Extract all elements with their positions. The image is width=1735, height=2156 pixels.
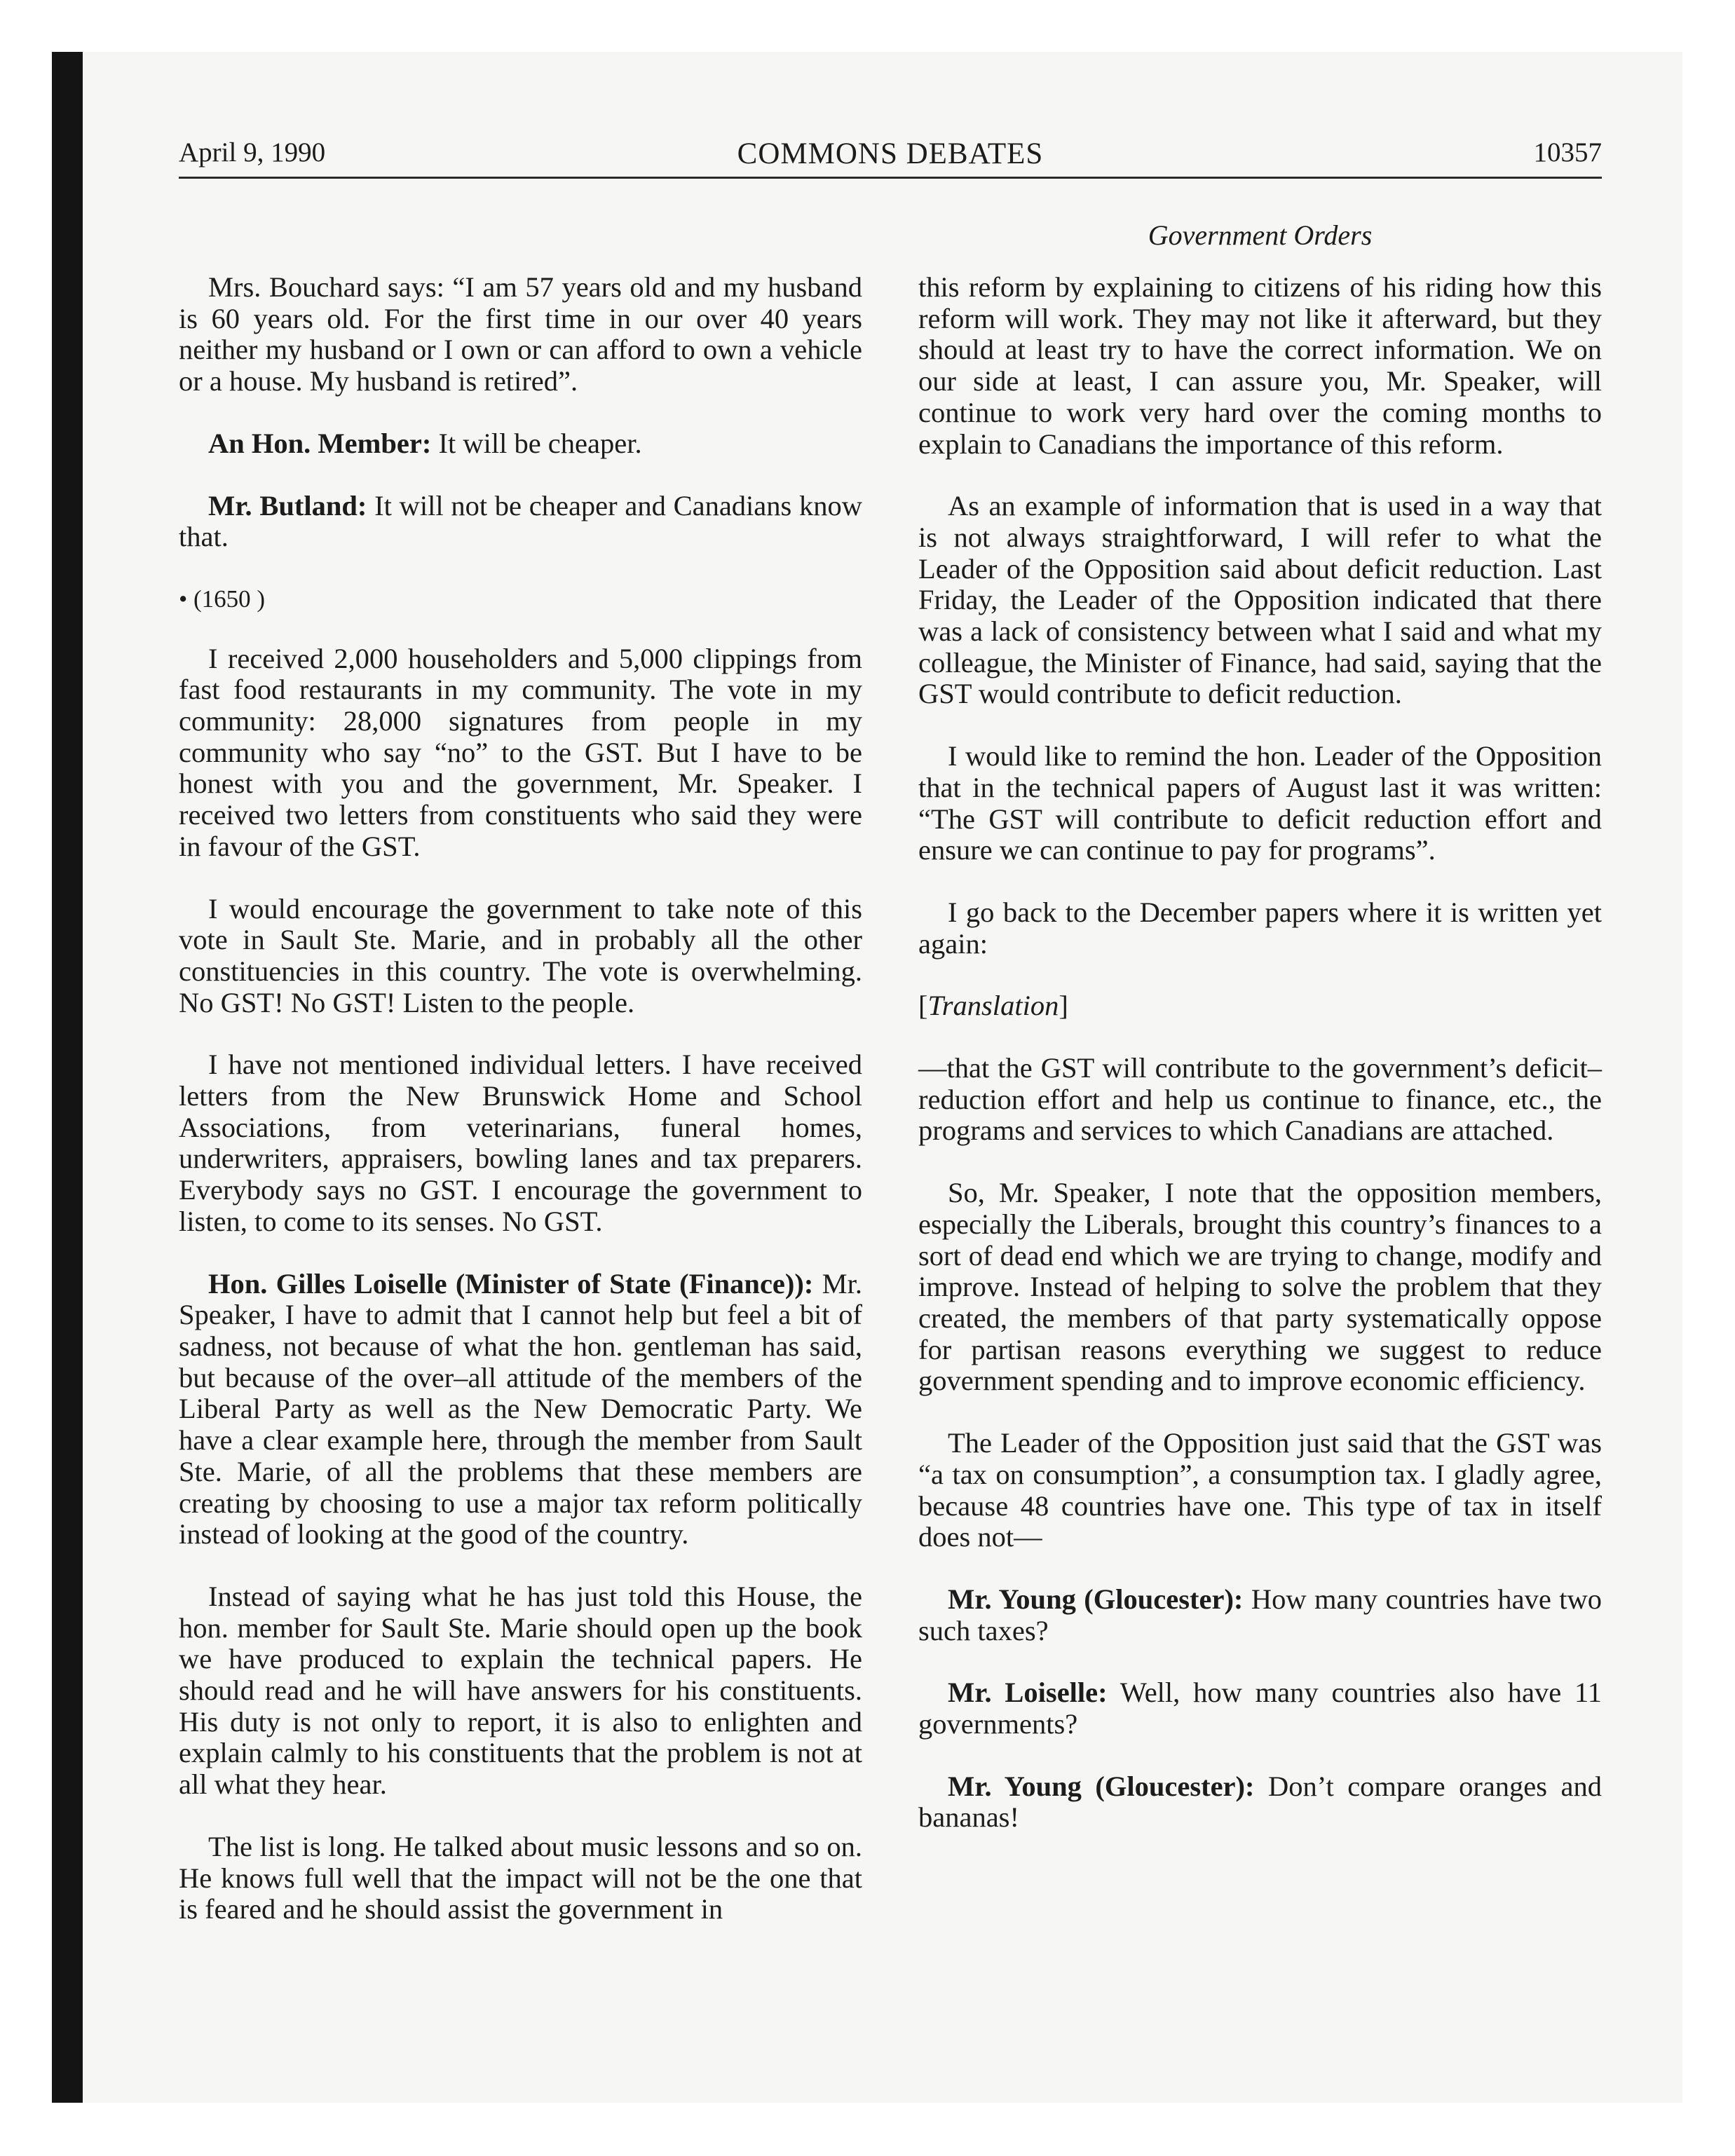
header-page-number: 10357 bbox=[1533, 137, 1602, 168]
paragraph: I would encourage the government to take note of this vote in Sault Ste. Marie, and in probably all the other constituencies in this country. The vote is overwhelming. No GST! No GST! Listen to the people. bbox=[179, 892, 862, 1018]
paragraph: I go back to the December papers where it is written yet again: bbox=[918, 896, 1602, 960]
paragraph bbox=[918, 1771, 1602, 1834]
speaker-name: An Hon. Member: bbox=[208, 427, 432, 459]
left-column bbox=[179, 272, 862, 1956]
page-header bbox=[179, 137, 1602, 179]
paragraph: I would like to remind the hon. Leader of the Opposition that in the technical papers of August last it was written: “The GST will contribute to deficit reduction effort and ensure we can continue to pay for programs”. bbox=[918, 740, 1602, 866]
paragraph bbox=[179, 1269, 862, 1550]
paragraph: So, Mr. Speaker, I note that the opposition members, especially the Liberals, brought this country’s finances to a sort of dead end which we are trying to change, modify and improve. Instead of helping to solve the problem that they created, the members of that party systematically oppose for partisan reasons everything we suggest to reduce government spending and to improve economic efficiency. bbox=[918, 1177, 1602, 1397]
speech-text: Mr. Speaker, I have to admit that I cannot help but feel a bit of sadness, not because of what the hon. gentleman has said, but because of the over–all attitude of the members of the Liberal Party as well as the New Democratic Party. We have a clear example here, through the member from Sault Ste. Marie, of all the problems that these members are creating by choosing to use a major tax reform politically instead of looking at the good of the country. bbox=[179, 1267, 862, 1550]
speech-text: Well, how many countries also have 11 governments? bbox=[918, 1677, 1602, 1740]
paragraph: I received 2,000 householders and 5,000 clippings from fast food restaurants in my community. The vote in my community: 28,000 signatures from people in my community who say “no” to the GST. But I have to be honest with you and the government, Mr. Speaker. I received two letters from constituents who said they were in favour of the GST. bbox=[179, 642, 862, 862]
paragraph: Mrs. Bouchard says: “I am 57 years old and my husband is 60 years old. For the first time in our over 40 years neither my husband or I own or can afford to own a vehicle or a house. My husband is retired”. bbox=[179, 271, 862, 397]
header-title: COMMONS DEBATES bbox=[737, 137, 1044, 170]
paragraph bbox=[179, 428, 862, 460]
speech-text: Don’t compare oranges and bananas! bbox=[918, 1770, 1602, 1834]
speaker-name: Mr. Young (Gloucester): bbox=[948, 1770, 1255, 1802]
paragraph: As an example of information that is used in a way that is not always straightforward, I will refer to what the Leader of the Opposition said about deficit reduction. Last Friday, the Leader of the Opposition indicated that there was a lack of consistency between what I said and what my colleague, the Minister of Finance, had said, saying that the GST would contribute to deficit reduction. bbox=[918, 490, 1602, 710]
speaker-name: Mr. Young (Gloucester): bbox=[948, 1583, 1244, 1615]
scan-margin-right bbox=[1682, 0, 1735, 2156]
speaker-name: Mr. Butland: bbox=[208, 489, 367, 521]
paragraph: —that the GST will contribute to the government’s deficit–reduction effort and help us continue to finance, etc., the programs and services to which Canadians are attached. bbox=[918, 1052, 1602, 1147]
scan-margin-top bbox=[52, 0, 1735, 52]
scan-margin-left bbox=[0, 0, 52, 2156]
translation-label: [Translation] bbox=[918, 990, 1068, 1022]
speech-text: It will be cheaper. bbox=[431, 427, 642, 459]
paragraph: this reform by explaining to citizens of his riding how this reform will work. They may not like it afterward, but they should at least try to have the correct information. We on our side at least, I can assure you, Mr. Speaker, will continue to work very hard over the coming months to explain to Canadians the importance of this reform. bbox=[918, 271, 1602, 460]
paragraph bbox=[918, 1584, 1602, 1646]
speaker-name: Mr. Loiselle: bbox=[948, 1677, 1108, 1709]
section-label: Government Orders bbox=[1148, 219, 1373, 251]
paragraph: I have not mentioned individual letters. I have received letters from the New Brunswick Home and School Associations, from veterinarians, funeral homes, underwriters, appraisers, bowling lanes and tax preparers. Everybody says no GST. I encourage the government to listen, to come to its senses. No GST. bbox=[179, 1049, 862, 1237]
paragraph: Instead of saying what he has just told this House, the hon. member for Sault Ste. Marie should open up the book we have produced to explain the technical papers. He should read and he will have answers for his constituents. His duty is not only to report, it is also to enlighten and explain calmly to his constituents that the problem is not at all what they hear. bbox=[179, 1580, 862, 1801]
speech-text: How many countries have two such taxes? bbox=[918, 1583, 1602, 1646]
right-column bbox=[918, 272, 1602, 1864]
scan-margin-bottom bbox=[52, 2103, 1735, 2156]
header-rule bbox=[179, 177, 1602, 179]
paragraph: The list is long. He talked about music lessons and so on. He knows full well that the impact will not be the one that is feared and he should assist the government in bbox=[179, 1830, 862, 1925]
scan-binding-edge bbox=[52, 52, 83, 2103]
time-marker: • (1650 ) bbox=[179, 585, 266, 613]
speaker-name: Hon. Gilles Loiselle (Minister of State (Finance)): bbox=[208, 1267, 814, 1299]
speech-text: It will not be cheaper and Canadians know that. bbox=[179, 489, 863, 553]
paragraph: The Leader of the Opposition just said that the GST was “a tax on consumption”, a consumption tax. I gladly agree, because 48 countries have one. This type of tax in itself does not— bbox=[918, 1427, 1602, 1553]
paragraph bbox=[918, 1677, 1602, 1740]
paragraph bbox=[179, 491, 862, 553]
header-date: April 9, 1990 bbox=[179, 137, 326, 168]
